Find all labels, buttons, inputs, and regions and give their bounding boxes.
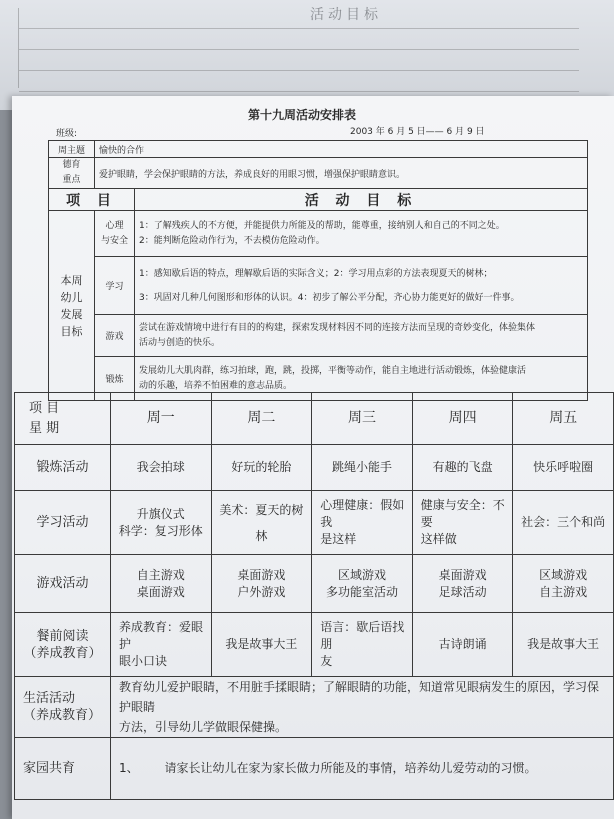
day-header-thu: 周四 bbox=[412, 393, 513, 445]
life-row bbox=[15, 677, 614, 738]
row-label-line: （养成教育） bbox=[23, 708, 102, 723]
cell-line: 健康与安全：不要 bbox=[420, 498, 505, 529]
row-label-learning: 学习活动 bbox=[15, 491, 111, 555]
previous-page-table-lines bbox=[18, 8, 579, 88]
goal-row bbox=[49, 315, 588, 357]
life-line: 教育幼儿爱护眼睛，不用脏手揉眼睛；了解眼睛的功能，知道常见眼病发生的原因，学习保护眼睛 bbox=[119, 680, 600, 714]
previous-page-title: 活动目标 bbox=[310, 7, 382, 23]
schedule-cell: 我会拍球 bbox=[111, 445, 212, 491]
reading-row bbox=[15, 613, 614, 677]
theme-value: 愉快的合作 bbox=[95, 141, 588, 158]
schedule-cell bbox=[412, 555, 513, 613]
exercise-row bbox=[15, 445, 614, 491]
cell-line: 户外游戏 bbox=[237, 584, 286, 599]
area-goals-game bbox=[135, 315, 588, 357]
schedule-cell: 跳绳小能手 bbox=[312, 445, 413, 491]
life-description bbox=[111, 677, 614, 738]
focus-value: 爱护眼睛，学会保护眼睛的方法，养成良好的用眼习惯，增强保护眼睛意识。 bbox=[95, 158, 588, 189]
cell-line: 养成教育：爱眼护 bbox=[119, 620, 204, 651]
schedule-cell: 快乐呼啦圈 bbox=[513, 445, 614, 491]
schedule-cell: 我是故事大王 bbox=[513, 613, 614, 677]
goal-line: 动的乐趣，培养不怕困难的意志品质。 bbox=[139, 380, 293, 391]
goal-line: 1：感知歇后语的特点，理解歇后语的实际含义；2：学习用点彩的方法表现夏天的树林； bbox=[139, 268, 493, 279]
goal-header-row bbox=[49, 189, 588, 211]
document-sheet bbox=[12, 96, 614, 819]
weekly-goal-label bbox=[49, 211, 95, 401]
cell-line: 这样做 bbox=[420, 532, 457, 546]
home-row bbox=[15, 738, 614, 800]
focus-label-line: 德育 bbox=[62, 160, 81, 170]
schedule-cell bbox=[513, 555, 614, 613]
schedule-cell: 我是故事大王 bbox=[211, 613, 312, 677]
cell-line: 自主游戏 bbox=[136, 567, 185, 582]
goal-line: 3：巩固对几种几何图形和形体的认识。4：初步了解公平分配，齐心协力能更好的做好一件事。 bbox=[139, 292, 520, 303]
theme-label: 周主题 bbox=[49, 141, 95, 158]
schedule-cell: 有趣的飞盘 bbox=[412, 445, 513, 491]
cell-line: 科学：复习形体 bbox=[118, 523, 203, 538]
goal-row bbox=[49, 257, 588, 315]
row-label-reading bbox=[15, 613, 111, 677]
schedule-cell bbox=[312, 555, 413, 613]
row-label-exercise: 锻炼活动 bbox=[15, 445, 111, 491]
row-label-line: 生活活动 bbox=[23, 691, 76, 706]
class-label: 班级: bbox=[56, 129, 78, 139]
focus-label bbox=[49, 158, 95, 189]
day-header-wed: 周三 bbox=[312, 393, 413, 445]
focus-row bbox=[49, 158, 588, 189]
weekly-goal-label-line: 本周 bbox=[60, 273, 83, 287]
goal-line: 1：了解残疾人的不方便，并能提供力所能及的帮助，能尊重，接纳别人和自己的不同之处。 bbox=[139, 220, 505, 231]
cell-line: 友 bbox=[320, 654, 333, 668]
day-header-mon: 周一 bbox=[111, 393, 212, 445]
cell-line: 语言：歇后语找朋 bbox=[320, 620, 405, 651]
weekly-goal-label-line: 发展 bbox=[60, 307, 83, 321]
corner-header-line: 星 期 bbox=[29, 420, 60, 436]
area-label-line: 心理 bbox=[105, 220, 124, 231]
schedule-header-row bbox=[15, 393, 614, 445]
area-label-psychology bbox=[95, 211, 135, 257]
cell-line: 心理健康：假如我 bbox=[320, 498, 405, 529]
schedule-cell bbox=[312, 613, 413, 677]
schedule-cell bbox=[111, 613, 212, 677]
schedule-cell: 古诗朗诵 bbox=[412, 613, 513, 677]
row-label-game: 游戏活动 bbox=[15, 555, 111, 613]
cell-line: 区域游戏 bbox=[337, 567, 386, 582]
previous-page bbox=[0, 0, 614, 110]
life-line: 方法，引导幼儿学做眼保健操。 bbox=[119, 720, 288, 734]
theme-row bbox=[49, 141, 588, 158]
schedule-cell bbox=[211, 555, 312, 613]
day-header-tue: 周二 bbox=[211, 393, 312, 445]
goal-line: 发展幼儿大肌肉群，练习拍球，跑，跳，投掷，平衡等动作，能自主地进行活动锻炼，体验健康活 bbox=[139, 365, 527, 376]
area-label-game: 游戏 bbox=[95, 315, 135, 357]
cell-line: 林 bbox=[255, 528, 268, 543]
goal-line: 2：能判断危险动作行为，不去模仿危险动作。 bbox=[139, 235, 325, 246]
weekly-goals-table bbox=[48, 140, 588, 401]
goal-line: 活动与创造的快乐。 bbox=[139, 337, 221, 348]
weekly-goal-label-line: 目标 bbox=[60, 324, 83, 338]
row-label-life bbox=[15, 677, 111, 738]
cell-line: 足球活动 bbox=[438, 584, 487, 599]
cell-line: 桌面游戏 bbox=[237, 567, 286, 582]
schedule-cell bbox=[412, 491, 513, 555]
row-label-home: 家园共育 bbox=[15, 738, 111, 800]
area-goals-learning bbox=[135, 257, 588, 315]
cell-line: 多功能室活动 bbox=[325, 584, 398, 599]
cell-line: 自主游戏 bbox=[539, 584, 588, 599]
schedule-cell bbox=[211, 491, 312, 555]
schedule-cell: 好玩的轮胎 bbox=[211, 445, 312, 491]
row-label-line: 餐前阅读 bbox=[36, 628, 89, 644]
weekly-goal-label-line: 幼儿 bbox=[60, 290, 83, 304]
date-range: 2003 年 6 月 5 日—— 6 月 9 日 bbox=[350, 127, 485, 137]
goal-row bbox=[49, 211, 588, 257]
cell-line: 是这样 bbox=[320, 532, 357, 546]
item-header: 项 目 bbox=[49, 189, 135, 211]
cell-line: 桌面游戏 bbox=[136, 584, 185, 599]
row-label-line: （养成教育） bbox=[23, 645, 102, 661]
day-header-fri: 周五 bbox=[513, 393, 614, 445]
cell-line: 眼小口诀 bbox=[119, 654, 168, 668]
corner-header-line: 项 目 bbox=[29, 400, 60, 416]
area-label-exercise: 锻炼 bbox=[95, 357, 135, 401]
schedule-cell bbox=[111, 491, 212, 555]
document-title: 第十九周活动安排表 bbox=[248, 108, 357, 122]
corner-header bbox=[15, 393, 111, 445]
schedule-cell bbox=[111, 555, 212, 613]
game-row bbox=[15, 555, 614, 613]
cell-line: 升旗仪式 bbox=[136, 506, 185, 521]
schedule-cell bbox=[312, 491, 413, 555]
area-label-line: 与安全 bbox=[100, 235, 128, 246]
home-item-text: 请家长让幼儿在家为家长做力所能及的事情，培养幼儿爱劳动的习惯。 bbox=[164, 761, 537, 775]
cell-line: 桌面游戏 bbox=[438, 567, 487, 582]
home-item-number: 1、 bbox=[119, 761, 139, 775]
weekly-schedule-table bbox=[14, 392, 614, 800]
area-label-learning: 学习 bbox=[95, 257, 135, 315]
schedule-cell: 社会：三个和尚 bbox=[513, 491, 614, 555]
learning-row bbox=[15, 491, 614, 555]
goal-line: 尝试在游戏情境中进行有目的的构建，探索发现材料因不同的连接方法而呈现的奇妙变化，体验集体 bbox=[139, 322, 536, 333]
cell-line: 区域游戏 bbox=[539, 567, 588, 582]
goal-header: 活 动 目 标 bbox=[135, 189, 588, 211]
cell-line: 美术：夏天的树 bbox=[219, 502, 304, 517]
focus-label-line: 重点 bbox=[62, 175, 81, 185]
home-description bbox=[111, 738, 614, 800]
area-goals-psychology bbox=[135, 211, 588, 257]
